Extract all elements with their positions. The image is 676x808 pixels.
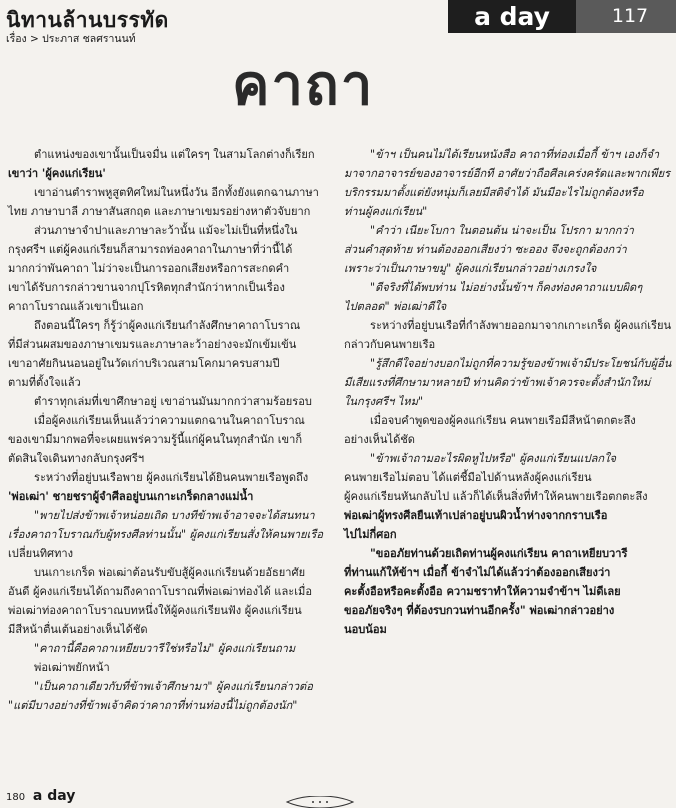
- paragraph-line: "พายไปส่งข้าพเจ้าหน่อยเถิด บางทีข้าพเจ้าอาจจะได้สนทนา: [34, 509, 315, 522]
- paragraph-line: "ดีจริงที่ได้พบท่าน ไม่อย่างนั้นข้าฯ ก็คงท่องคาถาแบบผิดๆ: [370, 281, 643, 294]
- section-title: นิทานล้านบรรทัด: [6, 8, 169, 32]
- paragraph-line: "ขออภัยท่านด้วยเถิดท่านผู้คงแก่เรียน คาถาเหยียบวารี: [370, 547, 628, 560]
- paragraph-line: คนพายเรือไม่ตอบ ได้แต่ชี้มือไปด้านหลังผู้คงแก่เรียน: [344, 471, 592, 484]
- paragraph-line: ตำราทุกเล่มที่เขาศึกษาอยู่ เขาอ่านมันมากกว่าสามร้อยรอบ: [34, 395, 312, 408]
- paragraph-line: บริกรรมมาตั้งแต่ยังหนุ่มก็เลยมีสติจำได้ มันมีอะไรไม่ถูกต้องหรือ: [344, 186, 644, 199]
- footer-magazine-name: a day: [32, 788, 76, 804]
- leaf-ornament-icon: [285, 796, 355, 808]
- paragraph-line: นอบน้อม: [344, 623, 387, 636]
- paragraph-line: ขออภัยจริงๆ ที่ต้องรบกวนท่านอีกครั้ง" พ่อเฒ่ากล่าวอย่าง: [344, 604, 615, 617]
- paragraph-line: เขาอ่านตำราพหูสูตทิศใหม่ในหนึ่งวัน อีกทั้งยังแตกฉานภาษา: [34, 186, 319, 199]
- paragraph-line: มากกว่าพันคาถา ไม่ว่าจะเป็นการออกเสียงหรือการสะกดคำ: [8, 262, 290, 275]
- paragraph-line: ของเขามีมากพอที่จะเผยแพร่ความรู้นี้แก่ผู้คนในทุกสำนัก เขาก็: [8, 433, 303, 446]
- paragraph-line: มีสีหน้าตื่นเต้นอย่างเห็นได้ชัด: [8, 623, 148, 636]
- paragraph-line: "คาถานี้คือคาถาเหยียบวารีใช่หรือไม่" ผู้คงแก่เรียนถาม: [34, 642, 296, 655]
- paragraph-line: "คำว่า เนียะโบกา ในตอนต้น น่าจะเป็น โปรกา มากกว่า: [370, 224, 634, 237]
- paragraph-line: ไทย ภาษาบาลี ภาษาสันสกฤต และภาษาเขมรอย่างหาตัวจับยาก: [8, 205, 311, 218]
- paragraph-line: เพราะว่าเป็นภาษาขมู" ผู้คงแก่เรียนกล่าวอย่างเกรงใจ: [344, 262, 597, 275]
- paragraph-line: เมื่อผู้คงแก่เรียนเห็นแล้วว่าความแตกฉานในคาถาโบราณ: [34, 414, 305, 427]
- paragraph-line: ในกรุงศรีฯ ไหม": [344, 395, 424, 408]
- paragraph-line: พ่อเฒ่าพยักหน้า: [34, 661, 110, 674]
- paragraph-line: ตัดสินใจเดินทางกลับกรุงศรีฯ: [8, 452, 145, 465]
- paragraph-line: "แต่มีบางอย่างที่ข้าพเจ้าคิดว่าคาถาที่ท่านท่องนี้ไม่ถูกต้องนัก": [8, 699, 298, 712]
- paragraph-line: มาจากอาจารย์ของอาจารย์อีกที อาศัยว่าถือศีลเคร่งครัดและพากเพียร: [344, 167, 671, 180]
- paragraph-line: กล่าวกับคนพายเรือ: [344, 338, 436, 351]
- paragraph-line: พ่อเฒ่าท่องคาถาโบราณบทหนึ่งให้ผู้คงแก่เรียนฟัง ผู้คงแก่เรียน: [8, 604, 302, 617]
- paragraph-line: เรื่องคาถาโบราณกับผู้ทรงศีลท่านนั้น" ผู้คงแก่เรียนสั่งให้คนพายเรือ: [8, 528, 324, 541]
- magazine-name: a day: [448, 0, 576, 33]
- paragraph-line: ถึงตอนนี้ใครๆ ก็รู้ว่าผู้คงแก่เรียนกำลังศึกษาคาถาโบราณ: [34, 319, 301, 332]
- byline: เรื่อง > ประภาส ชลศรานนท์: [6, 33, 136, 45]
- paragraph-line: ท่านผู้คงแก่เรียน": [344, 205, 428, 218]
- footer-page-number: 180: [6, 792, 26, 803]
- page-footer: [6, 788, 75, 804]
- paragraph-line: คะตั้งอือหรือคะตั้งอือ ความชราทำให้ความจำข้าฯ ไม่ดีเลย: [344, 585, 621, 598]
- paragraph-line: เมื่อจบคำพูดของผู้คงแก่เรียน คนพายเรือมีสีหน้าตกตะลึง: [370, 414, 636, 427]
- paragraph-line: "รู้สึกดีใจอย่างบอกไม่ถูกที่ความรู้ของข้าพเจ้ามีประโยชน์กับผู้อื่น: [370, 357, 672, 370]
- paragraph-line: คาถาโบราณแล้วเขาเป็นเอก: [8, 300, 144, 313]
- paragraph-line: อันดี ผู้คงแก่เรียนได้ถามถึงคาถาโบราณที่พ่อเฒ่าท่องได้ และเมื่อ: [8, 585, 312, 598]
- paragraph-line: ระหว่างที่อยู่บนเรือที่กำลังพายออกมาจากเกาะเกร็ด ผู้คงแก่เรียน: [370, 319, 672, 332]
- page-number: 117: [611, 5, 649, 27]
- paragraph-line: เขาว่า 'ผู้คงแก่เรียน': [8, 167, 106, 180]
- paragraph-line: 'พ่อเฒ่า' ชายชราผู้จำศีลอยู่บนเกาะเกร็ดกลางแม่น้ำ: [8, 490, 254, 503]
- paragraph-line: ตำแหน่งของเขานั้นเป็นจมื่น แต่ใครๆ ในสามโลกต่างก็เรียก: [34, 148, 315, 161]
- paragraph-line: ที่มีส่วนผสมของภาษาเขมรและภาษาละว้าอย่างจะมักเข้มเข้น: [8, 338, 297, 351]
- paragraph-line: ระหว่างที่อยู่บนเรือพาย ผู้คงแก่เรียนได้ยินคนพายเรือพูดถึง: [34, 471, 309, 484]
- paragraph-line: "ข้าฯ เป็นคนไม่ได้เรียนหนังสือ คาถาที่ท่องเมื่อกี้ ข้าฯ เองก็จำ: [370, 148, 660, 161]
- paragraph-line: เขาอาศัยกินนอนอยู่ในวัดเก่าบริเวณสามโคกมาครบสามปี: [8, 357, 280, 370]
- paragraph-line: พ่อเฒ่าผู้ทรงศีลยืนเท้าเปล่าอยู่บนผิวน้ำห่างจากกราบเรือ: [344, 509, 608, 522]
- paragraph-line: อย่างเห็นได้ชัด: [344, 433, 416, 446]
- paragraph-line: ผู้คงแก่เรียนหันกลับไป แล้วก็ได้เห็นสิ่งที่ทำให้คนพายเรือตกตะลึง: [344, 490, 648, 503]
- article-title: คาถา: [232, 53, 375, 118]
- paragraph-line: ตามที่ตั้งใจแล้ว: [8, 376, 81, 389]
- paragraph-line: ที่ท่านแก้ให้ข้าฯ เมื่อกี้ ข้าจำไม่ได้แล้วว่าต้องออกเสียงว่า: [344, 566, 611, 579]
- paragraph-line: "ข้าพเจ้าถามอะไรผิดหูไปหรือ" ผู้คงแก่เรียนแปลกใจ: [370, 452, 617, 465]
- paragraph-line: ส่วนคำสุดท้าย ท่านต้องออกเสียงว่า ซะออง จึงจะถูกต้องกว่า: [344, 243, 627, 256]
- paragraph-line: ไปตลอด" พ่อเฒ่าดีใจ: [344, 300, 447, 313]
- left-column: [8, 145, 330, 715]
- paragraph-line: กรุงศรีฯ แต่ผู้คงแก่เรียนก็สามารถท่องคาถาในภาษาที่ว่านี้ได้: [8, 243, 293, 256]
- paragraph-line: บนเกาะเกร็ด พ่อเฒ่าต้อนรับขับสู้ผู้คงแก่เรียนด้วยอัธยาศัย: [34, 566, 306, 579]
- paragraph-line: ส่วนภาษาจำปาและภาษาละว้านั้น แม้จะไม่เป็นที่หนึ่งใน: [34, 224, 298, 237]
- paragraph-line: เปลี่ยนทิศทาง: [8, 547, 74, 560]
- paragraph-line: เขาได้รับการกล่าวขานจากปุโรหิตทุกสำนักว่าหากเป็นเรื่อง: [8, 281, 285, 294]
- paragraph-line: ไปไม่กี่ศอก: [344, 528, 397, 541]
- paragraph-line: มีเสียแรงที่ศึกษามาหลายปี ท่านคิดว่าข้าพเจ้าควรจะตั้งสำนักใหม่: [344, 376, 651, 389]
- paragraph-line: "เป็นคาถาเดียวกับที่ข้าพเจ้าศึกษามา" ผู้คงแก่เรียนกล่าวต่อ: [34, 680, 313, 693]
- right-column: [344, 145, 672, 639]
